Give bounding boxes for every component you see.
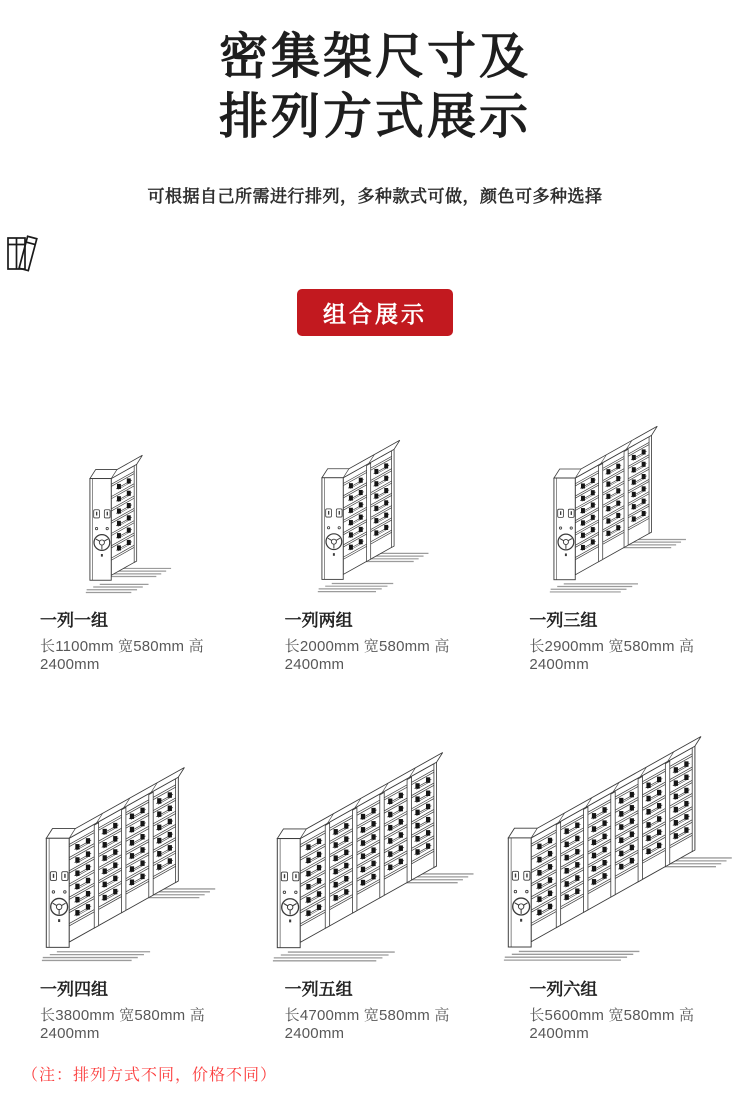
product-caption	[12, 975, 249, 1042]
product-dimensions: 长1100mm 宽580mm 高2400mm	[40, 637, 204, 673]
product-name: 一列一组	[40, 610, 108, 630]
product-caption	[501, 606, 738, 673]
product-card	[501, 378, 738, 673]
books-icon	[0, 231, 750, 277]
product-caption	[501, 975, 738, 1042]
products-row-1	[12, 378, 738, 673]
shelving-illustration	[257, 378, 494, 600]
page-title-line2: 排列方式展示	[218, 89, 531, 144]
product-name: 一列两组	[284, 610, 353, 630]
section-badge: 组合展示	[297, 289, 453, 336]
products-row-2	[12, 699, 738, 1042]
shelving-illustration	[257, 699, 494, 969]
product-caption	[257, 975, 494, 1042]
product-dimensions: 长3800mm 宽580mm 高2400mm	[40, 1006, 205, 1042]
product-card	[257, 699, 494, 1042]
shelving-illustration	[501, 699, 738, 969]
product-name: 一列四组	[40, 979, 108, 999]
price-note: （注：排列方式不同，价格不同）	[22, 1066, 278, 1084]
shelving-illustration	[501, 378, 738, 600]
product-card	[12, 699, 249, 1042]
product-name: 一列五组	[284, 979, 353, 999]
product-card	[12, 378, 249, 673]
product-dimensions: 长5600mm 宽580mm 高2400mm	[529, 1006, 695, 1042]
product-caption	[12, 606, 249, 673]
product-caption	[257, 606, 494, 673]
product-dimensions: 长2000mm 宽580mm 高2400mm	[284, 637, 450, 673]
product-card	[257, 378, 494, 673]
page-title-line1: 密集架尺寸及	[218, 30, 531, 84]
product-name: 一列六组	[529, 979, 598, 999]
product-card	[501, 699, 738, 1042]
page-subtitle: 可根据自己所需进行排列，多种款式可做，颜色可多种选择	[147, 186, 603, 206]
product-dimensions: 长4700mm 宽580mm 高2400mm	[284, 1006, 450, 1042]
shelving-illustration	[12, 378, 249, 600]
shelving-illustration	[12, 699, 249, 969]
product-dimensions: 长2900mm 宽580mm 高2400mm	[529, 637, 695, 673]
product-name: 一列三组	[529, 610, 598, 630]
page-title	[0, 28, 750, 148]
